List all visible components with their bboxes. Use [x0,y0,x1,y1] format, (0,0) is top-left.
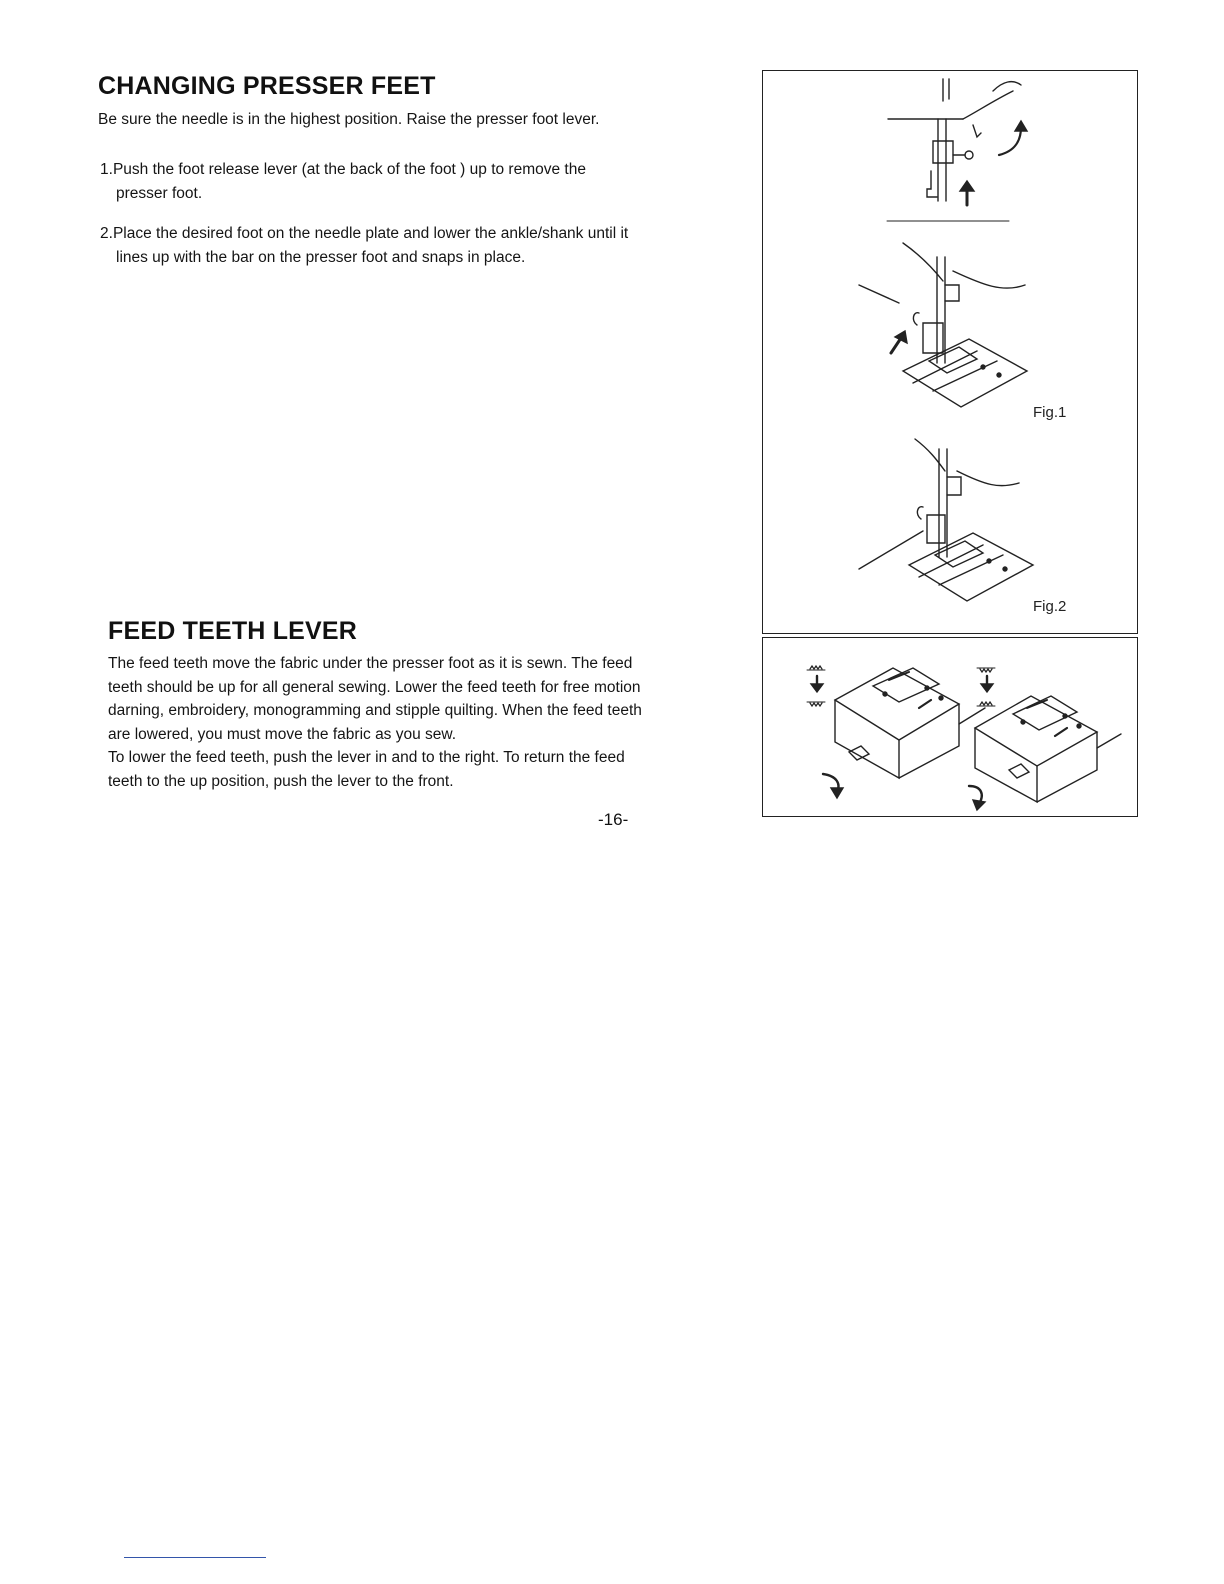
page-number: -16- [598,810,629,829]
feed-teeth-line: teeth to the up position, push the lever to the front. [108,772,454,790]
step-2-line-2: lines up with the bar on the presser foot and snaps in place. [116,249,526,266]
presser-feet-intro: Be sure the needle is in the highest position. Raise the presser foot lever. [98,111,600,128]
feed-teeth-line: The feed teeth move the fabric under the presser foot as it is sewn. The feed [108,655,633,672]
step-2-line-1: Place the desired foot on the needle plate and lower the ankle/shank until it [112,225,629,242]
feed-teeth-lever-heading: FEED TEETH LEVER [108,617,358,645]
footnote-rule [124,1557,266,1558]
step-1-number: 1. [100,161,113,178]
feed-teeth-line: darning, embroidery, monogramming and stipple quilting. When the feed teeth [108,702,642,719]
step-1-line-2: presser foot. [116,185,203,202]
step-2-number: 2. [100,225,113,242]
step-1 [100,158,720,206]
changing-presser-feet-heading: CHANGING PRESSER FEET [98,72,436,100]
feed-teeth-illustration [763,638,1137,816]
feed-teeth-line: teeth should be up for all general sewing. Lower the feed teeth for free motion [108,678,641,696]
fig-2-label: Fig.2 [1033,598,1067,615]
fig-1-label: Fig.1 [1033,404,1067,421]
feed-teeth-line: are lowered, you must move the fabric as you sew. [108,725,457,743]
step-1-line-1: Push the foot release lever (at the back of the foot ) up to remove the [112,161,586,178]
step-2 [100,222,720,270]
feed-teeth-line: To lower the feed teeth, push the lever in and to the right. To return the feed [108,749,625,766]
feed-teeth-figure-panel [762,637,1138,817]
presser-foot-figure-panel [762,70,1138,634]
feed-teeth-paragraph [108,652,728,793]
presser-foot-illustration [763,71,1137,633]
